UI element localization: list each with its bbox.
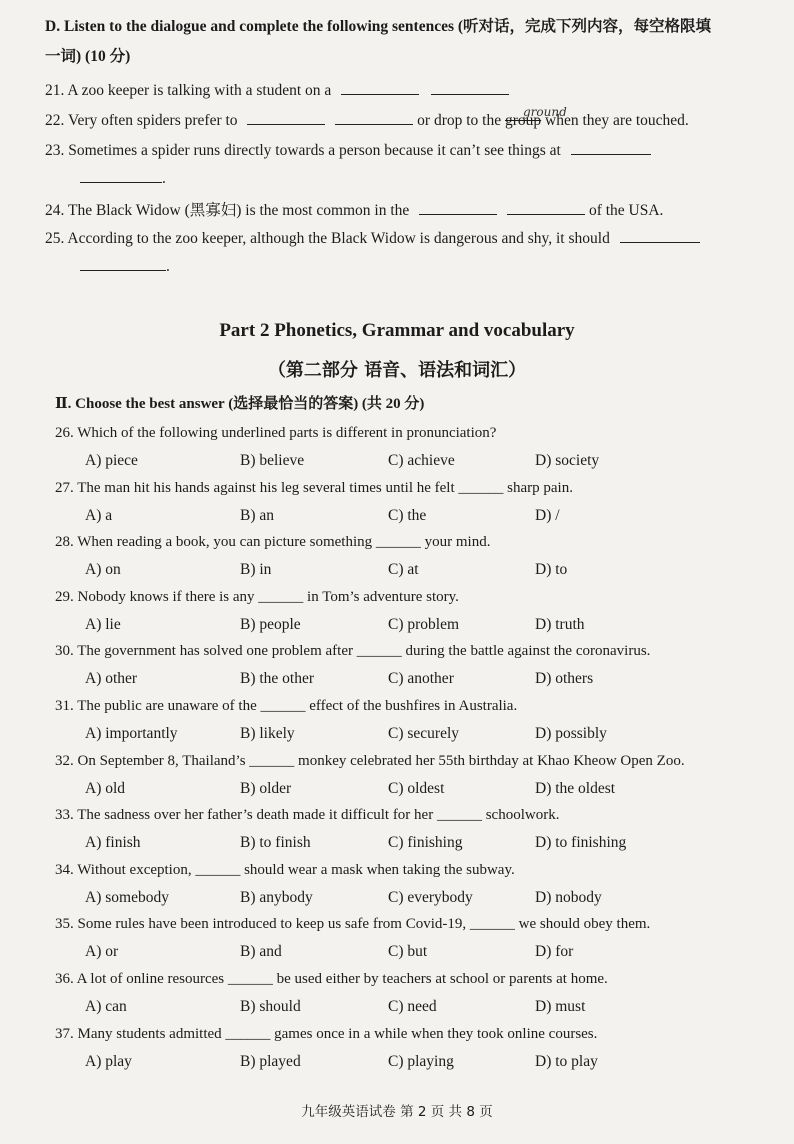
option-d[interactable]: D) society [535, 452, 600, 469]
option-a[interactable]: A) can [85, 998, 127, 1015]
option-d[interactable]: D) / [535, 506, 560, 524]
page-footer: 九年级英语试卷 第 2 页 共 8 页 [301, 1104, 493, 1120]
option-a[interactable]: A) lie [85, 615, 121, 633]
option-b[interactable]: B) and [240, 943, 282, 961]
question-22-text-a: 22. Very often spiders prefer to [45, 112, 238, 129]
question-25-text: 25. According to the zoo keeper, although the Black Widow is dangerous and shy, it should [45, 230, 610, 247]
option-d[interactable]: D) to [535, 561, 568, 579]
question-stem: 35. Some rules have been introduced to keep us safe from Covid-19, ______ we should obey them. [55, 916, 651, 933]
option-a[interactable]: A) importantly [85, 725, 178, 742]
option-c[interactable]: C) another [388, 670, 454, 688]
option-a[interactable]: A) other [85, 670, 138, 688]
question-22-text-c: when they are touched. [545, 112, 689, 129]
blank-23a[interactable] [571, 140, 651, 155]
question-22 [45, 110, 689, 130]
option-b[interactable]: B) anybody [240, 888, 313, 906]
option-c[interactable]: C) the [388, 506, 427, 524]
option-d[interactable]: D) the oldest [535, 779, 616, 797]
option-d[interactable]: D) others [535, 670, 594, 688]
blank-22a[interactable] [247, 110, 325, 125]
option-d[interactable]: D) nobody [535, 888, 602, 906]
option-b[interactable]: B) people [240, 615, 301, 633]
option-b[interactable]: B) believe [240, 452, 305, 469]
question-21 [45, 80, 509, 100]
option-d[interactable]: D) to play [535, 1052, 598, 1070]
option-d[interactable]: D) to finishing [535, 834, 627, 852]
option-c[interactable]: C) but [388, 943, 428, 961]
blank-24a[interactable] [419, 200, 497, 215]
question-23 [45, 140, 651, 160]
option-c[interactable]: C) securely [388, 725, 460, 742]
option-c[interactable]: C) at [388, 561, 419, 579]
option-c[interactable]: C) oldest [388, 779, 445, 797]
question-stem: 27. The man hit his hands against his leg several times until he felt ______ sharp pain. [55, 479, 573, 496]
question-25-cont: . [80, 256, 170, 276]
option-c[interactable]: C) problem [388, 615, 460, 633]
blank-24b[interactable] [507, 200, 585, 215]
option-a[interactable]: A) or [85, 943, 119, 961]
option-b[interactable]: B) should [240, 998, 301, 1015]
option-b[interactable]: B) an [240, 506, 275, 524]
question-stem: 31. The public are unaware of the ______ effect of the bushfires in Australia. [55, 698, 518, 714]
option-c[interactable]: C) achieve [388, 452, 455, 469]
option-d[interactable]: D) for [535, 943, 574, 961]
blank-23b[interactable] [80, 168, 162, 183]
question-24-text-b: of the USA. [588, 202, 664, 219]
part2-title: Part 2 Phonetics, Grammar and vocabulary [219, 320, 575, 341]
question-25 [45, 228, 700, 248]
option-d[interactable]: D) truth [535, 615, 585, 633]
option-b[interactable]: B) played [240, 1052, 301, 1070]
option-c[interactable]: C) need [388, 998, 437, 1015]
part2-subtitle: （第二部分 语音、语法和词汇） [267, 360, 527, 381]
struck-word: group [505, 112, 542, 129]
option-b[interactable]: B) likely [240, 725, 295, 742]
blank-22b[interactable] [335, 110, 413, 125]
blank-25b[interactable] [80, 256, 166, 271]
question-stem: 28. When reading a book, you can picture something ______ your mind. [55, 534, 491, 551]
option-c[interactable]: C) everybody [388, 888, 473, 906]
option-a[interactable]: A) a [85, 506, 113, 524]
option-c[interactable]: C) finishing [388, 834, 463, 852]
question-23-text: 23. Sometimes a spider runs directly towards a person because it can’t see things at [45, 142, 561, 159]
question-stem: 33. The sadness over her father’s death made it difficult for her ______ schoolwork. [55, 807, 560, 824]
option-b[interactable]: B) in [240, 561, 272, 579]
option-a[interactable]: A) piece [85, 452, 138, 469]
option-d[interactable]: D) must [535, 998, 586, 1015]
question-stem: 32. On September 8, Thailand’s ______ monkey celebrated her 55th birthday at Khao Kheow Open Zoo. [55, 752, 685, 769]
option-d[interactable]: D) possibly [535, 725, 607, 742]
question-23-cont: . [80, 168, 166, 188]
question-stem: 30. The government has solved one problem after ______ during the battle against the coronavirus. [55, 643, 651, 660]
blank-21a[interactable] [341, 80, 419, 95]
option-c[interactable]: C) playing [388, 1052, 454, 1070]
option-a[interactable]: A) play [85, 1052, 132, 1070]
option-a[interactable]: A) on [85, 561, 121, 579]
question-22-text-b: or drop to the [417, 112, 502, 129]
option-a[interactable]: A) old [85, 779, 126, 797]
option-a[interactable]: A) somebody [85, 888, 169, 906]
question-21-text: 21. A zoo keeper is talking with a student on a [45, 82, 332, 99]
blank-21b[interactable] [431, 80, 509, 95]
question-24-text-a: 24. The Black Widow (黑寡妇) is the most common in the [45, 202, 410, 219]
question-stem: 26. Which of the following underlined parts is different in pronunciation? [55, 425, 497, 441]
section-ii-heading: Ⅱ. Choose the best answer (选择最恰当的答案) (共 20 分) [55, 396, 425, 412]
question-stem: 37. Many students admitted ______ games once in a while when they took online courses. [55, 1025, 598, 1042]
option-b[interactable]: B) to finish [240, 834, 311, 852]
option-b[interactable]: B) older [240, 779, 292, 797]
question-24 [45, 198, 663, 220]
blank-25a[interactable] [620, 228, 700, 243]
question-stem: 34. Without exception, ______ should wear a mask when taking the subway. [55, 861, 515, 878]
question-stem: 36. A lot of online resources ______ be used either by teachers at school or parents at home. [55, 971, 608, 987]
handwritten-correction: ground [523, 105, 567, 119]
question-stem: 29. Nobody knows if there is any ______ in Tom’s adventure story. [55, 588, 459, 605]
section-d-heading-line2: 一词) (10 分) [45, 48, 131, 65]
option-a[interactable]: A) finish [85, 834, 141, 852]
option-b[interactable]: B) the other [240, 670, 315, 688]
section-d-heading-line1: D. Listen to the dialogue and complete the following sentences (听对话，完成下列内容，每空格限填 [45, 18, 712, 35]
